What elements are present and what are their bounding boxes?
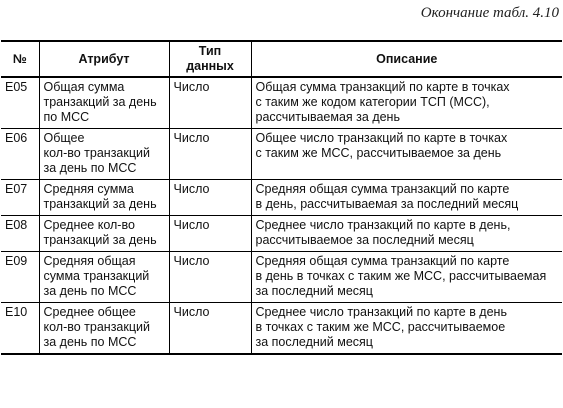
row-attribute: Общая сумма транзакций за день по MCC bbox=[39, 77, 169, 129]
row-type: Число bbox=[169, 180, 251, 216]
attributes-table bbox=[1, 40, 562, 355]
row-type: Число bbox=[169, 252, 251, 303]
table-row bbox=[1, 77, 562, 129]
row-description: Общее число транзакций по карте в точках с таким же MCC, рассчитываемое за день bbox=[251, 129, 562, 180]
header-number: № bbox=[1, 41, 39, 77]
header-description: Описание bbox=[251, 41, 562, 77]
table-row bbox=[1, 180, 562, 216]
row-description: Средняя общая сумма транзакций по карте в день в точках с таким же MCC, рассчитываемая за последний месяц bbox=[251, 252, 562, 303]
header-attribute: Атрибут bbox=[39, 41, 169, 77]
row-id: E10 bbox=[1, 303, 39, 355]
row-type: Число bbox=[169, 77, 251, 129]
table-header-row bbox=[1, 41, 562, 77]
row-description: Среднее число транзакций по карте в день в точках с таким же MCC, рассчитываемое за последний месяц bbox=[251, 303, 562, 355]
row-id: E06 bbox=[1, 129, 39, 180]
row-type: Число bbox=[169, 129, 251, 180]
row-type: Число bbox=[169, 216, 251, 252]
row-type: Число bbox=[169, 303, 251, 355]
table-row bbox=[1, 216, 562, 252]
row-description: Общая сумма транзакций по карте в точках с таким же кодом категории ТСП (MCC), рассчитываемая за день bbox=[251, 77, 562, 129]
row-attribute: Среднее кол-во транзакций за день bbox=[39, 216, 169, 252]
row-attribute: Среднее общее кол-во транзакций за день по MCC bbox=[39, 303, 169, 355]
row-id: E08 bbox=[1, 216, 39, 252]
table-row bbox=[1, 303, 562, 355]
header-data-type: Тип данных bbox=[169, 41, 251, 77]
row-id: E07 bbox=[1, 180, 39, 216]
row-id: E09 bbox=[1, 252, 39, 303]
row-attribute: Средняя сумма транзакций за день bbox=[39, 180, 169, 216]
row-attribute: Средняя общая сумма транзакций за день по MCC bbox=[39, 252, 169, 303]
row-description: Средняя общая сумма транзакций по карте в день, рассчитываемая за последний месяц bbox=[251, 180, 562, 216]
row-attribute: Общее кол-во транзакций за день по MCC bbox=[39, 129, 169, 180]
table-row bbox=[1, 252, 562, 303]
row-id: E05 bbox=[1, 77, 39, 129]
table-row bbox=[1, 129, 562, 180]
row-description: Среднее число транзакций по карте в день, рассчитываемое за последний месяц bbox=[251, 216, 562, 252]
table-caption: Окончание табл. 4.10 bbox=[420, 5, 559, 21]
